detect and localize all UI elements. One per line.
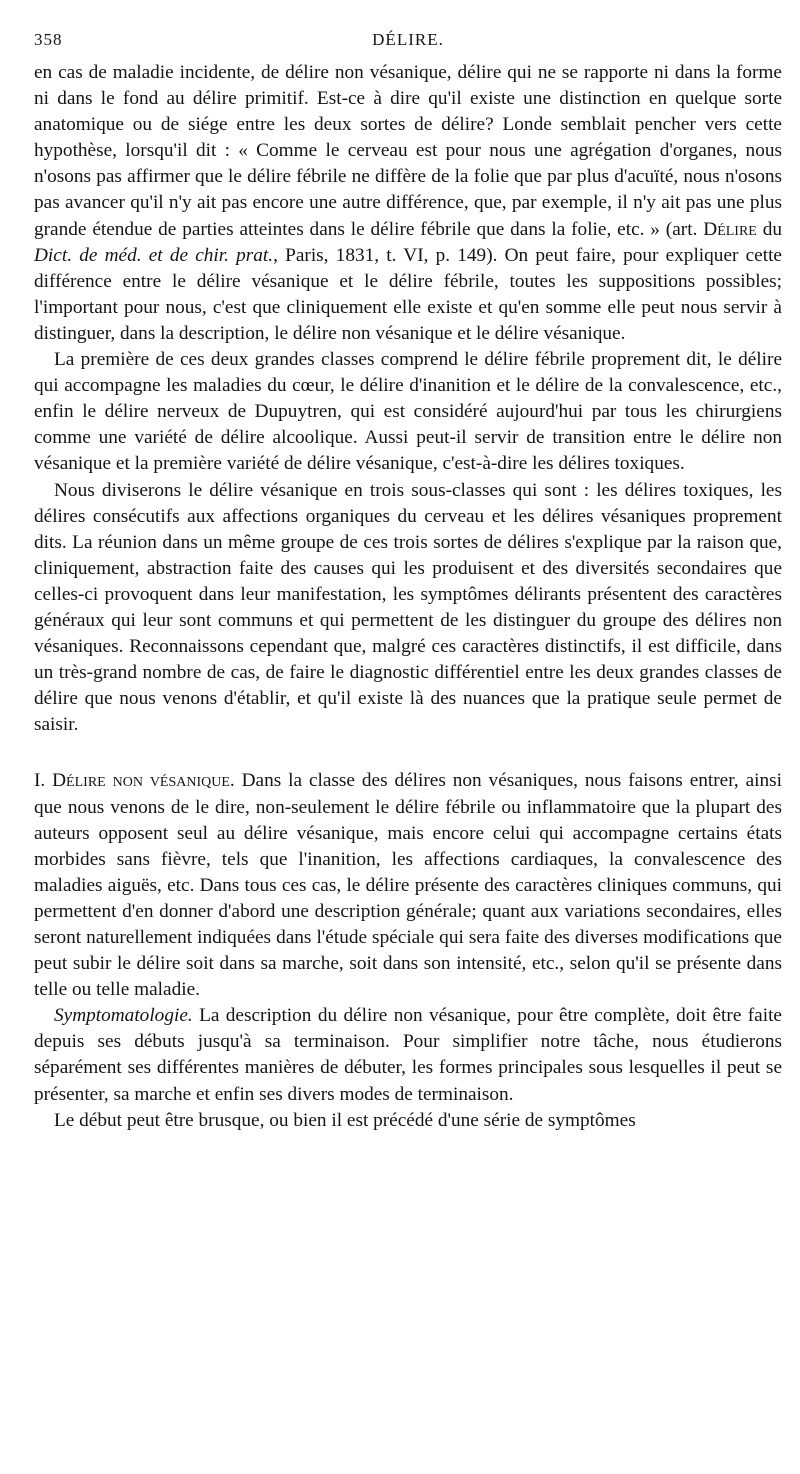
running-head — [34, 24, 782, 60]
subsection-paragraph — [34, 1003, 782, 1107]
dictionary-title: Dict. de méd. et de chir. prat. — [34, 244, 274, 266]
article-reference-label: Délire — [703, 218, 757, 240]
page — [34, 24, 782, 1134]
running-title: DÉLIRE. — [372, 30, 444, 49]
subsection-heading: Symptomatologie. — [54, 1005, 193, 1027]
paragraph-1-text: en cas de maladie incidente, de délire non vésanique, délire qui ne se rapporte ni dans la forme ni dans le fond au délire primitif. Est-ce à dire qu'il existe une distinction en quelque sorte anatomique ou de siége entre les deux sortes de délire? Londe semblait pencher vers cette hypothèse, lorsqu'il dit : « Comme le cerveau est pour nous une agrégation d'organes, nous n'osons pas affirmer que le délire fébrile ne diffère de la folie que par plus d'acuïté, nous n'osons pas avancer qu'il n'y ait pas encore une autre différence, que, par exemple, il n'y ait pas une plus grande étendue de parties atteintes dans le délire fébrile que dans la folie, etc. » (art. — [34, 62, 782, 240]
paragraph-3: Nous diviserons le délire vésanique en trois sous-classes qui sont : les délires toxiques, les délires consécutifs aux affections organiques du cerveau et les délires vésaniques proprement dits. La réunion dans un même groupe de ces trois sortes de délires s'explique par la raison que, cliniquement, abstraction faite des causes qui les produisent et des diversités secondaires que celles-ci provoquent dans leur manifestation, les symptômes délirants présentent des caractères généraux qui leur sont communs et qui permettent de les distinguer du groupe des délires non vésaniques. Reconnaissons cependant que, malgré ces caractères distinctifs, il est difficile, dans un très-grand nombre de cas, de faire le diagnostic différentiel entre les deux grandes classes de délire que nous venons d'établir, et qu'il existe là des nuances que la pratique seule permet de saisir. — [34, 479, 782, 736]
page-number: 358 — [34, 30, 63, 49]
paragraph-last: Le début peut être brusque, ou bien il est précédé d'une série de symptômes — [54, 1109, 636, 1131]
body-text — [34, 60, 782, 1134]
paragraph-1 — [34, 60, 782, 347]
paragraph-2: La première de ces deux grandes classes comprend le délire fébrile proprement dit, le délire qui accompagne les maladies du cœur, le délire d'inanition et le délire de la convalescence, etc., enfin le délire nerveux de Dupuytren, qui est considéré aujourd'hui par tous les chirurgiens comme une variété de délire alcoolique. Aussi peut-il servir de transition entre le délire non vésanique et la première variété de délire vésanique, c'est-à-dire les délires toxiques. — [34, 349, 782, 475]
reference-connector: du — [756, 218, 783, 240]
section-paragraph-text: Dans la classe des délires non vésaniques, nous faisons entrer, ainsi que nous venons de le dire, non-seulement le délire fébrile ou inflammatoire que la plupart des auteurs opposent seul au délire vésanique, mais encore celui qui accompagne certains états morbides sans fièvre, tels que l'inanition, les affections cardiaques, la convalescence des maladies aiguës, etc. Dans tous ces cas, le délire présente des caractères cliniques communs, qui permettent d'en donner d'abord une description générale; quant aux variations secondaires, elles seront naturellement indiquées dans l'étude spéciale qui sera faite des diverses modifications que peut subir le délire soit dans sa marche, soit dans son intensité, etc., selon qu'il se présente dans telle ou telle maladie. — [34, 770, 782, 1001]
paragraph-1-continuation: , Paris, 1831, t. VI, p. 149). On peut faire, pour expliquer cette différence entre le délire vésanique et le délire fébrile, toutes les suppositions possibles; l'important pour nous, c'est que cliniquement elle existe et qu'en somme elle peut nous servir à distinguer, dans la description, le délire non vésanique et le délire vésanique. — [34, 244, 782, 344]
section-gap — [34, 738, 782, 768]
section-paragraph — [34, 768, 782, 1003]
section-heading: I. Délire non vésanique. — [34, 770, 235, 792]
subsection-paragraph-text: La description du délire non vésanique, pour être complète, doit être faite depuis ses débuts jusqu'à sa terminaison. Pour simplifier notre tâche, nous étudierons séparément ses différentes manières de débuter, les formes principales sous lesquelles il peut se présenter, sa marche et enfin ses divers modes de terminaison. — [34, 1005, 782, 1105]
